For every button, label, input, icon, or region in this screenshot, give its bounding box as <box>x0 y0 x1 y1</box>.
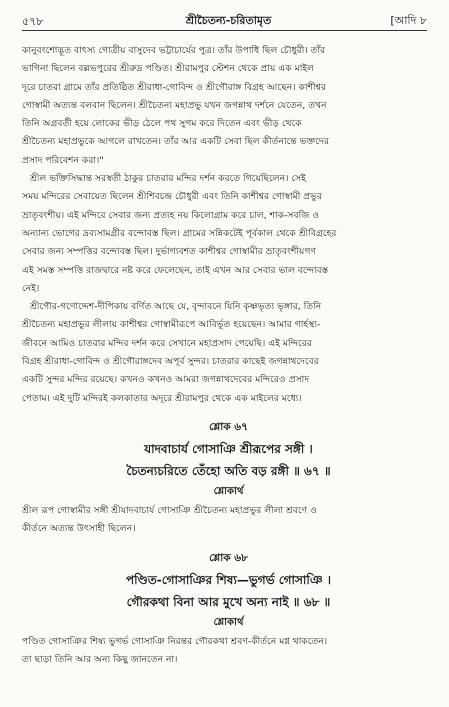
text-line: জীবনে আমিও চাতরার মন্দির দর্শন করে সেখানে মহাপ্রসাদ পেয়েছি। এই মন্দিরের <box>22 337 312 349</box>
text-line: অন্যান্য ভোগের দ্রব্যসামগ্রীর বন্দোবস্ত ছিল। গ্রামের সন্নিকটেই পূর্বকাল থেকে শ্রীবিগ্রহের <box>22 227 337 239</box>
chapter-reference: [আদি ৮ <box>390 14 427 27</box>
text-line: সময় মন্দিরের সেবায়েত ছিলেন শ্রীশিবচন্দ্র চৌধুরী এবং তিনি কাশীশ্বর গোস্বামী প্রভুর <box>22 191 323 203</box>
purport-paragraph-2 <box>22 170 435 298</box>
purport-paragraph-1 <box>22 42 435 170</box>
text-line: কীর্তনে অত্যন্ত উৎসাহী ছিলেন। <box>22 523 136 535</box>
text-line: তিনি অগ্রবর্তী হয়ে লোকের ভীড় ঠেলে পথ সুগম করে দিতেন এবং ভীড় থেকে <box>22 118 302 130</box>
text-line: দূরে চাতরা গ্রামে তাঁর প্রতিষ্ঠিত শ্রীরাধা-গোবিন্দ ও শ্রীগৌরাঙ্গ বিগ্রহ আছেন। কাশীশ্বর <box>22 81 326 93</box>
text-line: এই সমস্ত সম্পত্তি রাজদ্বারে নষ্ট করে ফেলেছেন, তাই এখন আর সেবার ভাল বন্দোবস্ত <box>22 264 329 276</box>
purport-paragraph-3 <box>22 298 435 408</box>
text-line: শ্রীল রূপ গোস্বামীর সঙ্গী শ্রীযাদবাচার্য গোসাঞি শ্রীচৈতন্য মহাপ্রভুর লীলা শ্রবণে ও <box>22 504 317 516</box>
text-line: গোস্বামী অত্যন্ত বলবান ছিলেন। শ্রীচৈতন্য মহাপ্রভু যখন জগন্নাথ দর্শনে যেতেন, তখন <box>22 99 327 111</box>
text-line: ভাগিনা ছিলেন বল্লভপুরের শ্রীরুদ্র পণ্ডিত। শ্রীরামপুর স্টেশন থেকে প্রায় এক মাইল <box>22 63 314 75</box>
translation-heading: শ্লোকার্থ <box>213 485 244 497</box>
running-title: শ্রীচৈতন্য-চরিতামৃত <box>185 14 272 27</box>
translation-68 <box>22 633 435 670</box>
verse-heading: শ্লোক ৬৮ <box>209 551 248 564</box>
text-line: পণ্ডিত গোসাঞির শিষ্য ভুগর্ভ গোসাঞি নিরন্তর গৌরকথা শ্রবণ-কীর্তনে মগ্ন থাকতেন। <box>22 635 328 647</box>
verse-67 <box>22 416 435 502</box>
verse-68 <box>22 547 435 633</box>
text-line: সেবার জন্য সম্পত্তির বন্দোবস্ত ছিল। দুর্ভাগ্যবশত কাশীশ্বর গোস্বামীর ভ্রাতৃবংশীয়গণ <box>22 246 317 258</box>
text-line: প্রসাদ পরিবেশন করা।" <box>22 154 104 166</box>
text-line: পেতাম। এই দুটি মন্দিরই কলকাতার অদূরে শ্রীরামপুর থেকে এক মাইলের মধ্যে। <box>22 392 302 404</box>
verse-line: গৌরকথা বিনা আর মুখে অন্য নাই ॥ ৬৮ ॥ <box>126 594 331 609</box>
page-number: ৫৭৮ <box>22 15 44 28</box>
text-line: বিগ্রহ শ্রীরাধা-গোবিন্দ ও শ্রীগৌরাঙ্গদেব অপূর্ব সুন্দর। চাতরার কাছেই জগন্নাথদেবের <box>22 356 319 368</box>
text-line: তা ছাড়া তিনি আর অন্য কিছু জানতেন না। <box>22 653 178 665</box>
text-line: শ্রীল ভক্তিসিদ্ধান্ত সরস্বতী ঠাকুর চাতরার মন্দির দর্শন করতে গিয়েছিলেন। সেই <box>30 173 306 185</box>
translation-heading: শ্লোকার্থ <box>213 616 244 628</box>
translation-67 <box>22 502 435 539</box>
text-line: শ্রীচৈতন্য মহাপ্রভুকে আগলে রাখতেন। তাঁর আর একটি সেবা ছিল কীর্তনান্তে ভক্তদের <box>22 136 329 148</box>
page-header <box>22 0 435 30</box>
text-line: শ্রীচৈতন্য মহাপ্রভুর লীলায় কাশীশ্বর গোস্বামীরূপে আবির্ভূত হয়েছেন। আমার গার্হস্থ্য- <box>22 319 321 331</box>
text-line: একটি সুন্দর মন্দির রয়েছে। কখনও কখনও আমরা জগন্নাথদেবের মন্দিরেও প্রসাদ <box>22 374 310 386</box>
page-body <box>22 30 435 669</box>
verse-line: যাদবাচার্য গোসাঞি শ্রীরূপের সঙ্গী । <box>144 441 313 456</box>
verse-heading: শ্লোক ৬৭ <box>209 420 248 433</box>
text-line: ভ্রাতৃবংশীয়। এই মন্দিরে সেবার জন্য প্রত্যহ নয় কিলোগ্রাম করে চাল, শাক-সবজি ও <box>22 209 320 221</box>
text-line: কানুবংশোদ্ভূত বাৎস্য গোত্রীয় বাসুদেব ভট্টাচার্যের পুত্র। তাঁর উপাধি ছিল চৌধুরী। তাঁর <box>22 45 326 56</box>
text-line: নেই। <box>22 282 40 294</box>
verse-line: চৈতন্যচরিতে তেঁহো অতি বড় রঙ্গী ॥ ৬৭ ॥ <box>126 463 331 478</box>
verse-line: পণ্ডিত-গোসাঞির শিষ্য—ভুগর্ভ গোসাঞি । <box>126 572 331 587</box>
header-rule <box>22 30 427 31</box>
text-line: শ্রীগৌর-গণোদ্দেশ-দীপিকায় বর্ণিত আছে যে, বৃন্দাবনে যিনি কৃষ্ণভৃত্য ভৃঙ্গার, তিনি <box>30 301 322 313</box>
